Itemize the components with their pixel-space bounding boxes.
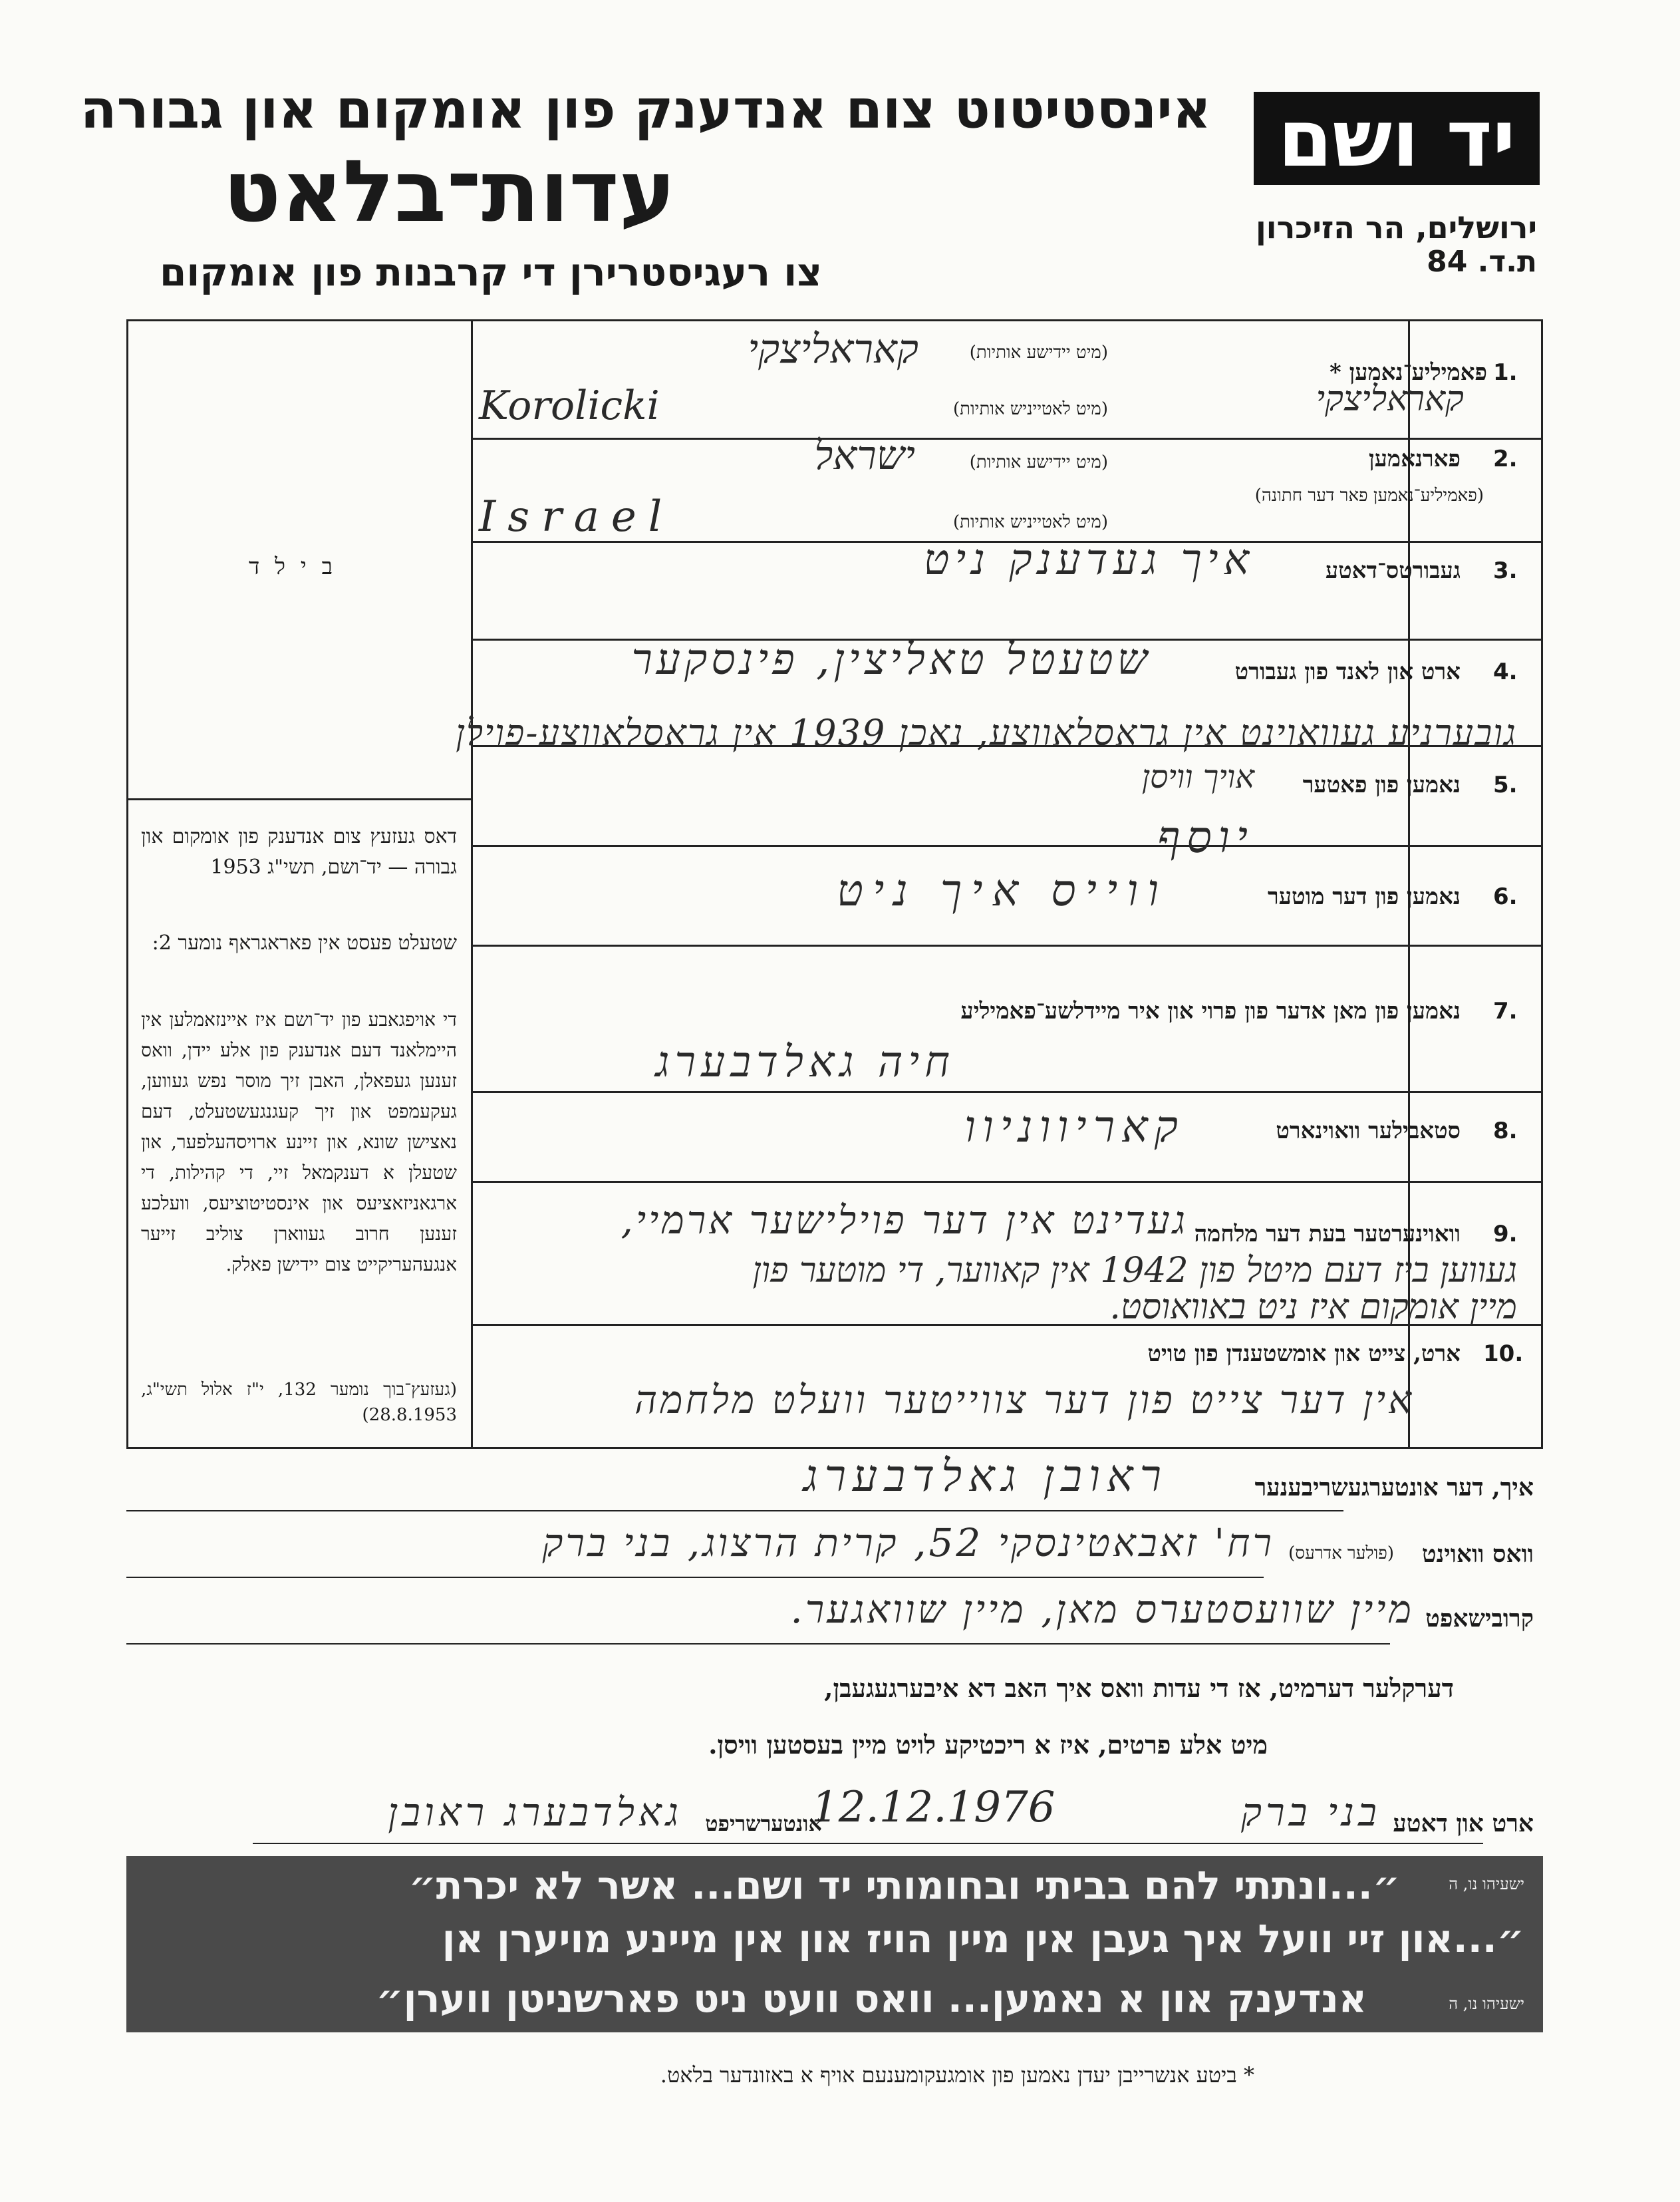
field-7-value: חיה גאלדבערג (655, 1038, 955, 1087)
statement-line-2: מיט אלע פרטים, איז א ריכטיקע לויט מיין בעסטען וויסן. (708, 1730, 1268, 1760)
field-7-number: 7. (1493, 998, 1518, 1024)
field-1-value-latin: Korolicki (479, 383, 660, 429)
law-source: (געזעץ־בוך נומער 132, י"ז אלול תשי"ג, 28.8.1953) (141, 1380, 457, 1425)
field-8-label: סטאבילער וואוינארט (1276, 1118, 1461, 1144)
row-sep-2 (471, 438, 1543, 440)
field-9-label: וואוינערטער בעת דער מלחמה (1194, 1221, 1461, 1247)
field-2-hint-yiddish: (מיט יידישע אותיות) (969, 452, 1108, 472)
field-9-value: געדינט אין דער פוילישער ארמיי, (621, 1197, 1188, 1243)
field-1-number: 1. (1493, 359, 1518, 386)
field-2-value-yiddish: ישראל (814, 432, 915, 479)
page-title: עדות־בלאט (223, 142, 676, 241)
row-sep-9 (471, 1181, 1543, 1183)
field-4-label: ארט און לאנד פון געבורט (1234, 659, 1461, 685)
place-date-line (253, 1843, 1483, 1844)
photo-label: ב י ל ד (249, 553, 337, 580)
field-4-number: 4. (1493, 659, 1518, 685)
institute-name: אינסטיטוט צום אנדענק פון אומקום און גבורה (80, 79, 1211, 140)
statement-line-1: דערקלער דערמיט, אז די עדות וואס איך האב דא איבערגעגעבן, (824, 1673, 1454, 1703)
address-line (126, 1577, 1264, 1578)
field-6-value: ווייס איך ניט (837, 865, 1168, 916)
field-3-label: געבורטס־דאטע (1325, 557, 1461, 584)
field-9-value-line-2: געווען ביז דעם מיטל פון 1942 אין קאווער, די מוטער פון (752, 1251, 1517, 1291)
field-10-value: אין דער צייט פון דער צווייטער וועלט מלחמה (634, 1377, 1414, 1422)
field-9-value-line-3: מיין אומקום איז ניט באוואוסט. (1109, 1287, 1517, 1327)
field-1-hint-yiddish: (מיט יידישע אותיות) (969, 343, 1108, 363)
field-7-label: נאמען פון מאן אדער פון פרוי און איר מיידלשע־פאמיליע (960, 998, 1461, 1024)
field-10-number: 10. (1483, 1340, 1524, 1367)
address-line-1: ירושלים, הר הזיכרון (1255, 210, 1537, 245)
field-1-value-yiddish: קאראליצקי (748, 326, 918, 373)
field-2-hint-latin: (מיט לאטייניש אותיות) (953, 512, 1108, 532)
logo (1254, 92, 1540, 185)
form-bottom-border (126, 1447, 1543, 1449)
law-text: די אויפגאבע פון יד־ושם איז איינזאמלען אין היימלאנד דעם אנדענק פון אלע יידן, וואס זענען געפאלן, האבן זיך מוסר נפש געווען, געקעמפט און זיך קעגנגעשטעלט, דעם נאצישן שונא, און זיינע ארויסהעלפער, און שטעלן א דענקמאל זיי, די קהילות, די ארגאניזאציעס און אינסטיטוציעס, וועלכע זענען חרוב געווארן צוליב זייער אנגעהעריקייט צום יידישן פאלק. (141, 1009, 457, 1275)
field-5-value: יוסף (1157, 812, 1254, 863)
banner-line-1-source: ישעיהו נו, ה (1449, 1875, 1524, 1893)
field-1-label: פאמיליע־נאמען * (1329, 359, 1487, 386)
field-2-number: 2. (1493, 446, 1518, 472)
address-hint: (פולער אדרעס) (1288, 1543, 1394, 1563)
row-sep-7 (471, 945, 1543, 947)
law-title: דאס געזעץ צום אנדענק פון אומקום און גבורה — יד־ושם, תשי"ג 1953 (141, 825, 457, 879)
banner-line-3-source: ישעיהו נו, ה (1449, 1994, 1524, 2013)
field-5-number: 5. (1493, 772, 1518, 798)
field-6-number: 6. (1493, 883, 1518, 910)
field-6-label: נאמען פון דער מוטער (1268, 883, 1461, 910)
form-right-border (1541, 319, 1543, 1447)
logo-text: יד ושם (1278, 92, 1516, 184)
banner-line-2: ״...און זיי וועל איך געבן אין מיין הויז און אין מיינע מויערן אן (442, 1916, 1524, 1961)
field-5-value-note: אויך וויסן (1141, 758, 1254, 796)
place-value: בני ברק (1241, 1790, 1381, 1835)
signer-value: ראובן גאלדבערג (803, 1450, 1168, 1501)
signer-label: איך, דער אונטערגעשריבענער (1254, 1474, 1534, 1501)
form-top-border (126, 319, 1543, 321)
field-2-value-latin: Israel (479, 492, 674, 542)
address-line-2: ת.ד. 84 (1427, 245, 1537, 279)
relation-line (126, 1643, 1390, 1645)
field-3-number: 3. (1493, 557, 1518, 584)
field-9-number: 9. (1493, 1221, 1518, 1247)
field-8-value: קאריווניוו (964, 1101, 1185, 1152)
relation-label: קרובישאפט (1425, 1605, 1534, 1633)
address-value: רח' זאבאטינסקי 52, קרית הרצוג, בני ברק (542, 1520, 1274, 1565)
field-3-value: איך געדענק ניט (923, 536, 1254, 585)
signer-line (126, 1510, 1343, 1511)
field-5-label: נאמען פון פאטער (1302, 772, 1461, 798)
field-1-hint-latin: (מיט לאטייניש אותיות) (953, 399, 1108, 419)
place-date-label: ארט און דאטע (1393, 1809, 1534, 1837)
signature-value: גאלדבערג ראובן (388, 1790, 682, 1835)
page-subtitle: צו רעגיסטרירן די קרבנות פון אומקום (160, 249, 822, 295)
field-1-value-yiddish-repeat: קאראליצקי (1316, 379, 1464, 419)
field-8-number: 8. (1493, 1118, 1518, 1144)
field-2-label: פארנאמען (1369, 446, 1461, 472)
banner-line-1: ״...ונתתי להם בביתי ובחומותי יד ושם... אשר לא יכרת״ (408, 1863, 1400, 1908)
row-sep-8 (471, 1091, 1543, 1093)
photo-box-bottom (126, 798, 472, 800)
signature-label: אונטערשריפט (705, 1811, 822, 1836)
quote-banner (126, 1856, 1543, 2032)
date-value: 12.12.1976 (811, 1783, 1055, 1832)
footnote: * ביטע אנשרייבן יעדן נאמען פון אומגעקומענעם אויף א באזונדער בלאט. (660, 2062, 1254, 2088)
sidebar-divider (471, 319, 473, 1447)
banner-line-3: אנדענק און א נאמען... וואס וועט ניט פארשניטן ווערן״ (376, 1976, 1367, 2021)
relation-value: מיין שוועסטערס מאן, מיין שוואגער. (790, 1587, 1414, 1632)
field-2-label-note: (פאמיליע־נאמען פאר דער חתונה) (1254, 486, 1484, 506)
field-4-value-line-2: גובערניע געוואוינט אין גראסלאווצע, נאכן 1939 אין גראסלאווצע-פוילן (456, 712, 1517, 754)
form-left-border (126, 319, 128, 1447)
address-label: וואס וואוינט (1421, 1540, 1534, 1568)
paragraph-ref: שטעלט פעסט אין פאראגראף נומער 2: (152, 931, 457, 955)
row-sep-6 (471, 845, 1543, 847)
field-10-label: ארט, צייט און אומשטענדן פון טויט (1147, 1340, 1461, 1367)
field-4-value: שטעטל טאליצין, פינסקער (631, 635, 1151, 685)
